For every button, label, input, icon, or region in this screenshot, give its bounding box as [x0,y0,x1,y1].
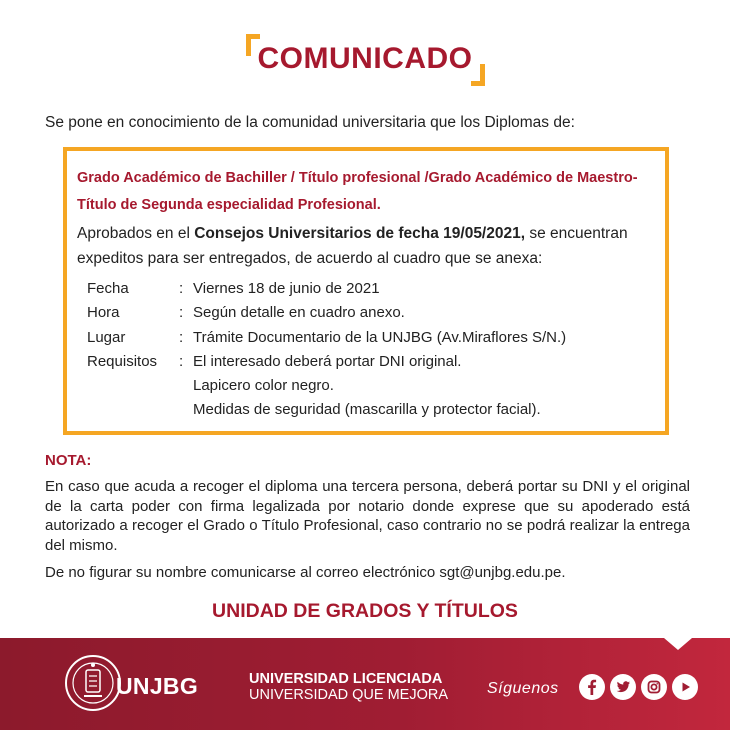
diploma-info-box [63,147,669,435]
approval-paragraph [77,221,657,271]
detail-colon: : [179,353,184,370]
header [0,34,730,80]
follow-label: Síguenos [487,680,559,697]
detail-label: Hora [87,304,120,321]
heading-line-1: Grado Académico de Bachiller / Título profesional /Grado Académico de Maestro- [77,170,638,186]
detail-value: Según detalle en cuadro anexo. [193,304,405,321]
detail-label: Lugar [87,329,126,346]
title-text: COMUNICADO [257,42,473,75]
detail-value: Medidas de seguridad (mascarilla y protector facial). [193,401,541,418]
detail-label: Requisitos [87,353,158,370]
youtube-icon[interactable] [672,674,698,700]
university-seal-icon [64,654,122,712]
approval-post: se encuentran expeditos para ser entregados, de acuerdo al cuadro que se anexa: [77,225,628,267]
diploma-types-heading [77,165,657,219]
footer-notch [664,638,692,650]
approval-pre: Aprobados en el [77,225,195,242]
detail-colon: : [179,329,184,346]
signature-unit: UNIDAD DE GRADOS Y TÍTULOS [212,600,518,622]
facebook-icon[interactable] [579,674,605,700]
intro-text: Se pone en conocimiento de la comunidad universitaria que los Diplomas de: [45,114,575,131]
brand-name: UNJBG [116,673,199,699]
nota-body: En caso que acuda a recoger el diploma una tercera persona, deberá portar su DNI y el original de la carta poder con firma legalizada por notario donde exprese que su apoderado está autorizado a recoger el Grado o Título Profesional, caso contrario no se podrá realizar la entrega del mismo. [45,478,690,554]
heading-line-2: Título de Segunda especialidad Profesional. [77,197,381,213]
title-bracket-right [471,64,485,86]
contact-text: De no figurar su nombre comunicarse al correo electrónico sgt@unjbg.edu.pe. [45,564,566,581]
detail-colon: : [179,280,184,297]
detail-value: Trámite Documentario de la UNJBG (Av.Miraflores S/N.) [193,329,567,346]
page-title [246,34,485,80]
detail-value: Lapicero color negro. [193,377,334,394]
detail-colon: : [179,304,184,321]
tagline-mejora: UNIVERSIDAD QUE MEJORA [249,687,448,703]
approval-bold: Consejos Universitarios de fecha 19/05/2021, [194,225,526,242]
detail-value: El interesado deberá portar DNI original. [193,353,462,370]
detail-label: Fecha [87,280,129,297]
title-bracket-left [246,34,260,56]
tagline-licenciada: UNIVERSIDAD LICENCIADA [249,671,443,687]
twitter-icon[interactable] [610,674,636,700]
instagram-icon[interactable] [641,674,667,700]
detail-value: Viernes 18 de junio de 2021 [193,280,380,297]
nota-title: NOTA: [45,452,92,469]
